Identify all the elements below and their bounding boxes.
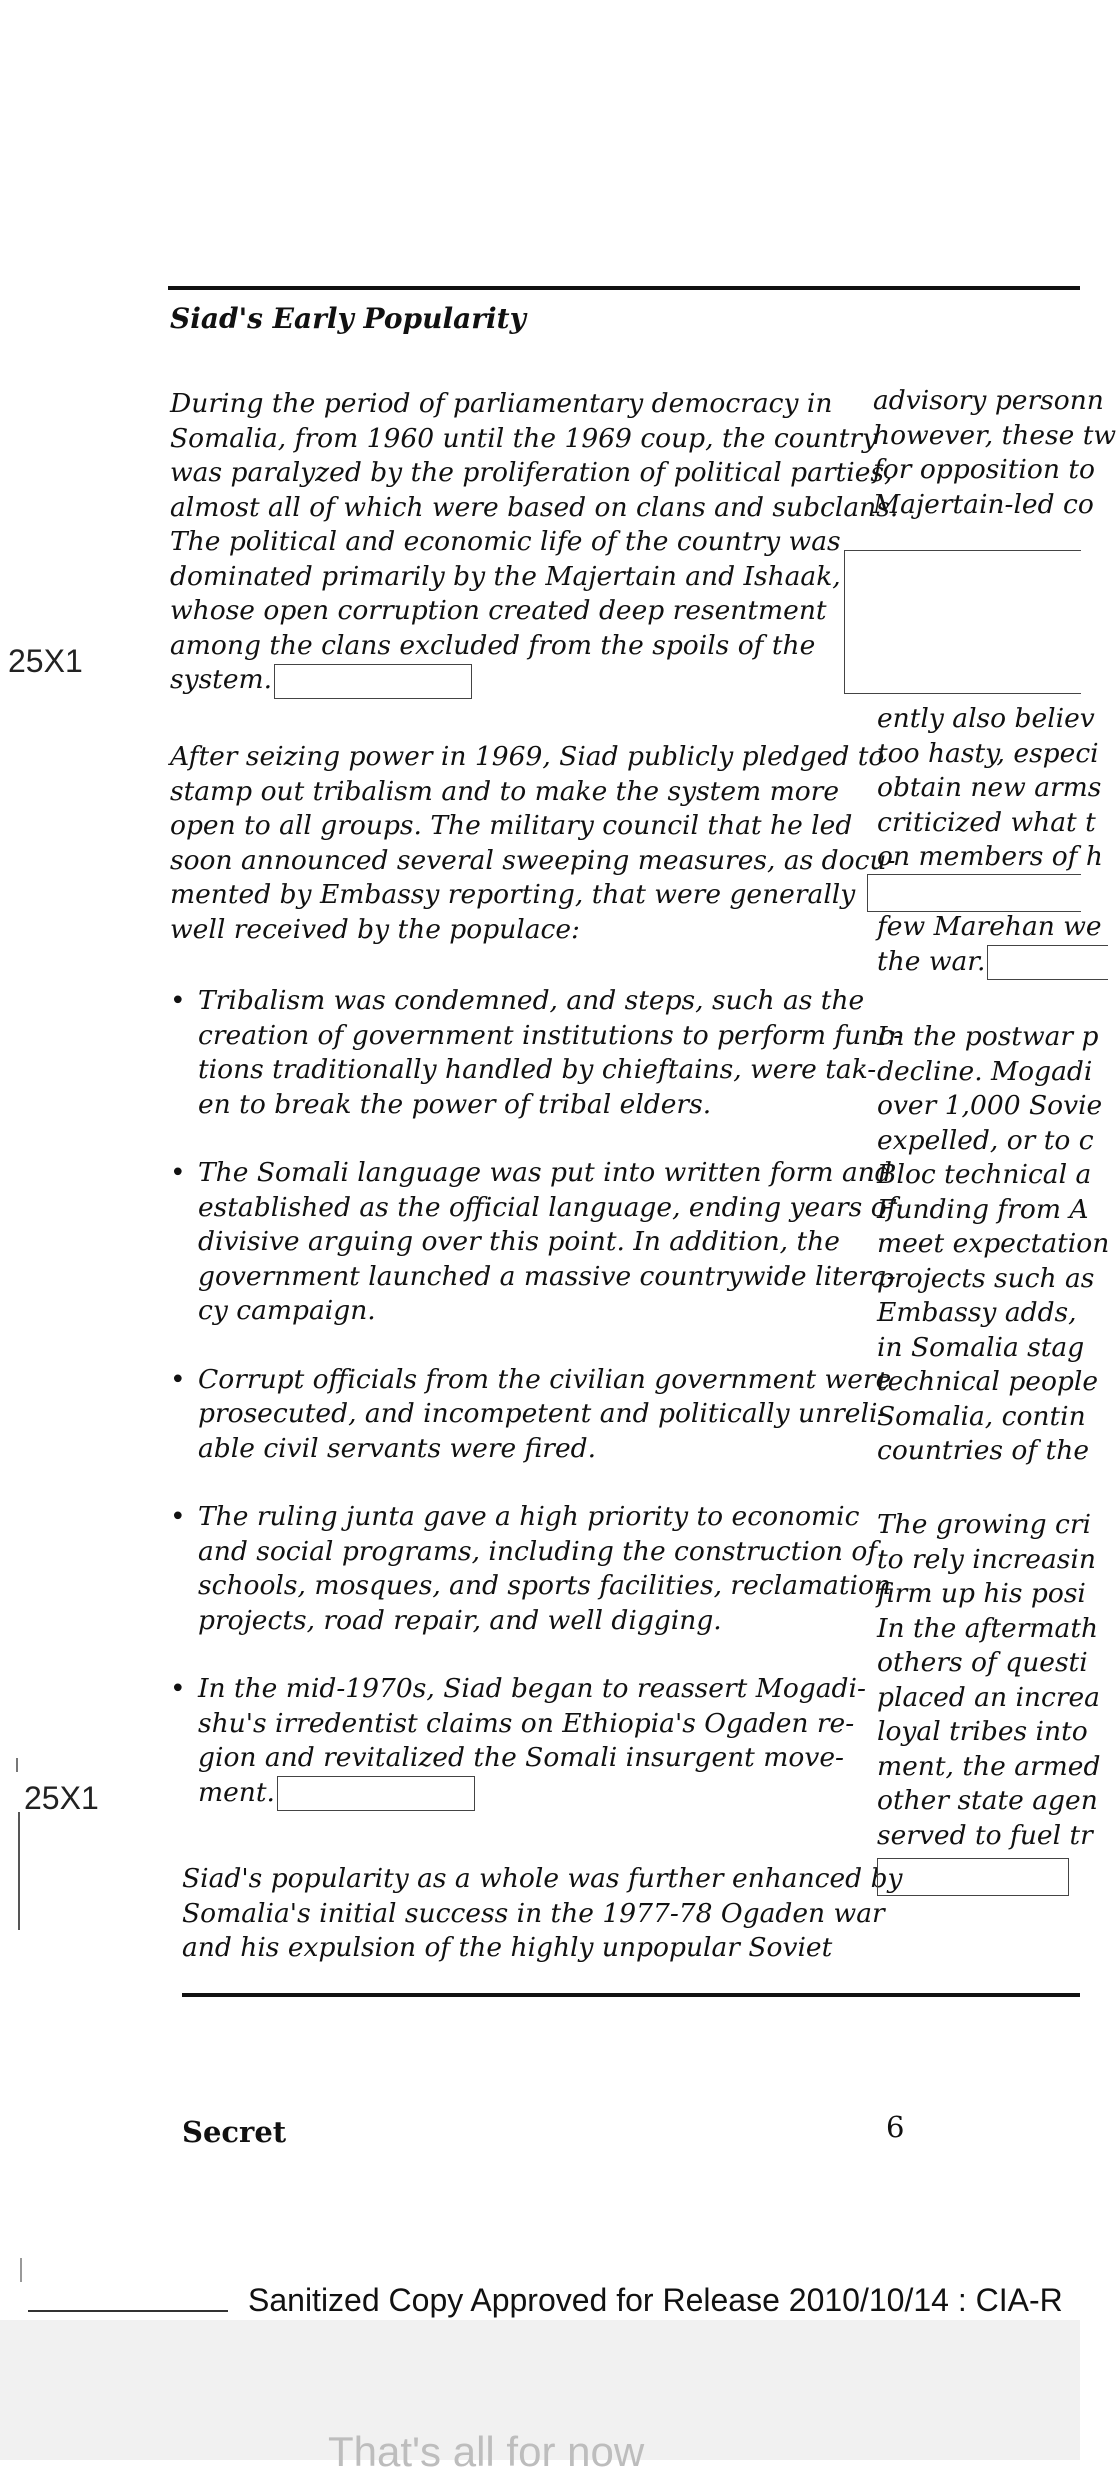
bullet-icon: •: [170, 1673, 186, 1704]
redaction-box: [987, 945, 1108, 980]
text-line: Corrupt officials from the civilian government were: [198, 1363, 892, 1395]
redaction-region: [844, 550, 1081, 694]
list-item: [170, 1156, 902, 1329]
text-line: Siad's popularity as a whole was further enhanced by: [182, 1863, 903, 1894]
text-line: government launched a massive countrywide litera-: [198, 1260, 896, 1292]
list-item: [170, 1500, 902, 1638]
right-block-5: [877, 1508, 1100, 1853]
text-line: firm up his posi: [877, 1578, 1086, 1609]
list-item: [170, 1363, 902, 1467]
text-line: schools, mosques, and sports facilities, reclamation: [198, 1570, 891, 1601]
text-line: countries of the: [877, 1435, 1090, 1466]
scan-mark: [20, 2258, 22, 2282]
text-line: obtain new arms: [877, 772, 1102, 803]
top-rule: [168, 286, 1080, 290]
text-line: among the clans excluded from the spoils of the: [170, 629, 816, 661]
bullet-icon: •: [170, 1363, 186, 1395]
page-number: 6: [886, 2110, 905, 2144]
text-line: tions traditionally handled by chieftains, were tak-: [198, 1054, 877, 1085]
margin-code: 25X1: [8, 643, 83, 679]
left-paragraph-2: [170, 740, 895, 947]
text-line: en to break the power of tribal elders.: [198, 1088, 712, 1120]
text-line: Somalia, contin: [877, 1400, 1086, 1432]
text-line: After seizing power in 1969, Siad publicly pledged to: [170, 741, 885, 772]
text-line: prosecuted, and incompetent and politically unreli-: [198, 1398, 887, 1429]
text-line: technical people: [877, 1366, 1099, 1397]
end-message: That's all for now: [328, 2428, 645, 2475]
text-line: Funding from A: [877, 1193, 1089, 1225]
redaction-box: [867, 874, 1081, 912]
right-block-4: [877, 1020, 1109, 1469]
text-line: advisory personn: [873, 385, 1104, 416]
scan-underline: [28, 2310, 228, 2312]
text-line: divisive arguing over this point. In addition, the: [198, 1226, 840, 1257]
text-line: system.: [170, 664, 273, 695]
text-line: few Marehan we: [877, 911, 1102, 942]
text-line: able civil servants were fired.: [198, 1432, 597, 1464]
text-line: Tribalism was condemned, and steps, such as the: [198, 985, 865, 1016]
text-line: cy campaign.: [198, 1295, 376, 1326]
text-line: gion and revitalized the Somali insurgent move-: [198, 1742, 844, 1773]
text-line: Embassy adds,: [877, 1297, 1077, 1328]
redaction-box: [277, 1776, 475, 1811]
text-line: and social programs, including the construction of: [198, 1535, 878, 1567]
margin-code: 25X1: [24, 1780, 99, 1816]
text-line: on members of h: [877, 841, 1103, 872]
text-line: loyal tribes into: [877, 1716, 1088, 1747]
text-line: stamp out tribalism and to make the system more: [170, 775, 839, 807]
right-block-2: [877, 702, 1103, 875]
text-line: The political and economic life of the country was: [170, 526, 841, 557]
text-line: dominated primarily by the Majertain and Ishaak,: [170, 560, 841, 592]
text-line: ently also believ: [877, 703, 1095, 734]
text-line: In the postwar p: [877, 1021, 1099, 1052]
text-line: criticized what t: [877, 806, 1096, 838]
margin-tick: [16, 1758, 18, 1772]
text-line: well received by the populace:: [170, 913, 580, 945]
text-line: to rely increasin: [877, 1543, 1096, 1575]
text-line: projects, road repair, and well digging.: [198, 1604, 722, 1636]
right-block-3: [877, 910, 1108, 980]
left-paragraph-3: [182, 1862, 903, 1966]
text-line: Bloc technical a: [877, 1159, 1092, 1190]
text-line: The growing cri: [877, 1509, 1092, 1540]
text-line: placed an increa: [877, 1681, 1100, 1713]
text-line: however, these tw: [873, 419, 1116, 451]
measures-list: [170, 984, 903, 1811]
text-line: mented by Embassy reporting, that were generally: [170, 879, 856, 910]
text-line: served to fuel tr: [877, 1819, 1093, 1851]
list-item: [170, 1672, 902, 1811]
text-line: too hasty, especi: [877, 737, 1099, 769]
text-line: decline. Mogadi: [877, 1055, 1093, 1087]
text-line: in Somalia stag: [877, 1331, 1085, 1363]
text-line: others of questi: [877, 1647, 1088, 1678]
text-line: ment.: [198, 1776, 275, 1808]
left-paragraph-1: [170, 387, 898, 699]
list-item: [170, 984, 903, 1122]
margin-line: [18, 1812, 20, 1930]
section-heading: Siad's Early Popularity: [170, 302, 526, 335]
text-line: Somalia's initial success in the 1977-78 Ogaden war: [182, 1897, 885, 1929]
text-line: the war.: [877, 945, 986, 977]
text-line: soon announced several sweeping measures, as docu-: [170, 844, 896, 876]
text-line: open to all groups. The military council that he led: [170, 810, 853, 841]
text-line: In the mid-1970s, Siad began to reassert Mogadi-: [198, 1673, 866, 1704]
bottom-rule: [182, 1993, 1080, 1997]
text-line: Somalia, from 1960 until the 1969 coup, the country: [170, 422, 878, 454]
redaction-box: [877, 1858, 1069, 1896]
text-line: shu's irredentist claims on Ethiopia's Ogaden re-: [198, 1707, 855, 1739]
text-line: almost all of which were based on clans and subclans.: [170, 491, 899, 523]
bullet-icon: •: [170, 1157, 186, 1188]
text-line: and his expulsion of the highly unpopular Soviet: [182, 1932, 833, 1963]
redaction-box: [274, 664, 472, 699]
text-line: In the aftermath: [877, 1612, 1099, 1644]
text-line: creation of government institutions to perform func-: [198, 1019, 903, 1051]
text-line: expelled, or to c: [877, 1124, 1094, 1156]
text-line: established as the official language, ending years of: [198, 1191, 897, 1223]
bullet-icon: •: [170, 1501, 186, 1532]
text-line: The ruling junta gave a high priority to economic: [198, 1501, 860, 1532]
text-line: for opposition to: [873, 454, 1095, 485]
text-line: other state agen: [877, 1785, 1098, 1816]
text-line: meet expectation: [877, 1228, 1110, 1259]
text-line: was paralyzed by the proliferation of political parties,: [170, 457, 893, 488]
text-line: Majertain-led co: [873, 488, 1094, 520]
sanitized-notice: Sanitized Copy Approved for Release 2010/10/14 : CIA-R: [248, 2282, 1063, 2318]
text-line: The Somali language was put into written form and: [198, 1157, 892, 1188]
classification-marking: Secret: [182, 2115, 287, 2149]
text-line: over 1,000 Sovie: [877, 1090, 1103, 1121]
right-block-1: [873, 384, 1116, 522]
text-line: whose open corruption created deep resentment: [170, 595, 827, 626]
text-line: projects such as: [877, 1262, 1095, 1294]
bullet-icon: •: [170, 985, 186, 1016]
text-line: During the period of parliamentary democracy in: [170, 388, 833, 419]
text-line: ment, the armed: [877, 1750, 1101, 1782]
